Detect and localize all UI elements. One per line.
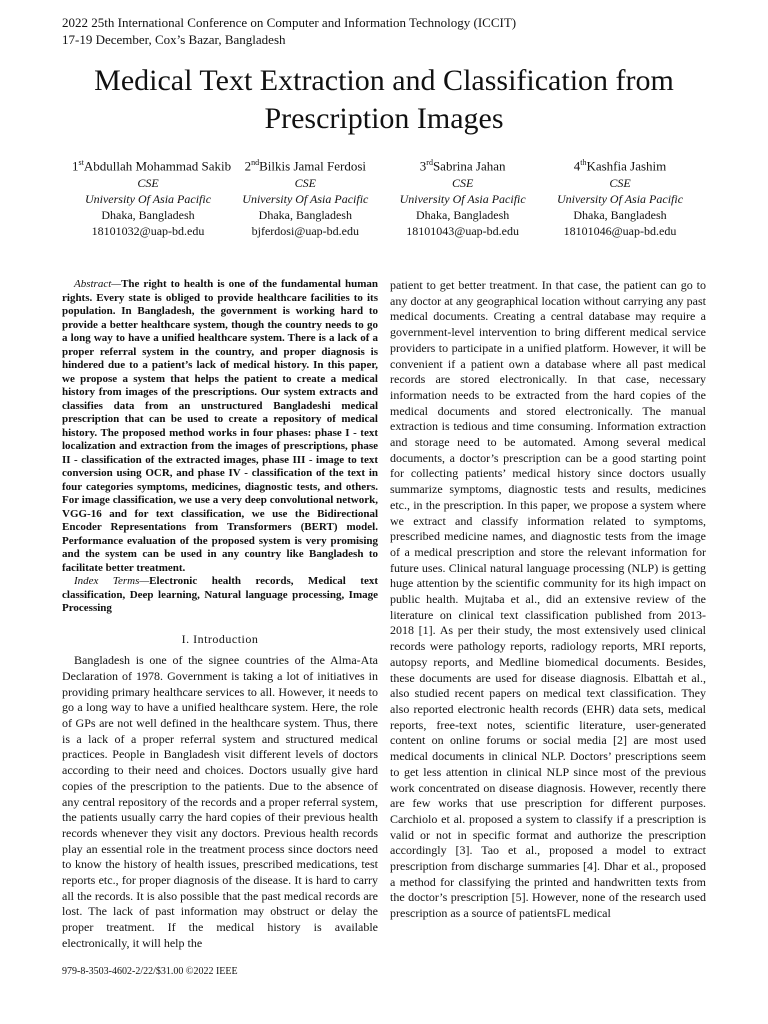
index-terms-label: Index Terms—	[74, 575, 150, 587]
author-dept: CSE	[609, 176, 631, 191]
conference-date-location: 17-19 December, Cox’s Bazar, Bangladesh	[62, 32, 286, 47]
author-city: Dhaka, Bangladesh	[258, 208, 352, 223]
title-line-1: Medical Text Extraction and Classification from	[94, 64, 674, 97]
title-line-2: Prescription Images	[264, 102, 504, 135]
author-email: 18101046@uap-bd.edu	[563, 224, 677, 239]
author-name-text: Kashfia Jashim	[586, 158, 667, 174]
author-email: 18101032@uap-bd.edu	[91, 224, 205, 239]
author-block	[229, 154, 381, 239]
author-ordinal: 1	[72, 158, 79, 174]
abstract-text: The right to health is one of the fundamental human rights. Every state is obliged to provide healthcare facilities to its population. In Bangladesh, the government is working hard to provide a better healthcare system, though the country needs to go a long way to have a unified healthcare system. There is a lack of a proper referral system in the country, and proper diagnosis is hindered due to a patient’s lack of medical history. In this paper, we propose a system that helps the patient to create a medical history from images of the prescriptions. Our system extracts and classifies data from an unstructured Bangladeshi medical prescription that can be used to create a repository of medical history. The proposed method works in four phases: phase I - text localization and extraction from the images of prescriptions, phase II - classification of the extracted images, phase III - image to text conversion using OCR, and phase IV - classification of the text in four categories symptoms, medicines, diagnostic tests, and others. For image classification, we use a very deep convolutional network, VGG-16 and for text classification, we use the Bidirectional Encoder Representations from Transformers (BERT) model. Performance evaluation of the proposed system is very promising and the system can be used in any country like Bangladesh to facilitate better treatment.	[62, 278, 378, 574]
author-city: Dhaka, Bangladesh	[416, 208, 510, 223]
author-list	[72, 154, 696, 239]
author-block	[387, 154, 539, 239]
author-dept: CSE	[137, 176, 159, 191]
conference-header	[62, 14, 516, 48]
body-paragraph: patient to get better treatment. In that case, the patient can go to any doctor at any geographical location without carrying any past medical documents. Creating a central database may require a government-level intervention to bring different medical service providers to participate in a unified platform. However, it will be convenient if a patient own a database where all past medical records are stored electronically. In that case, necessary information needs to be extracted from the hard copies of the medical documents and stored electronically. The manual extraction is tedious and time consuming. Information extraction and storage need to be automated. Among several medical documents, a doctor’s prescription can be a good starting point for collecting patients’ medical history since doctors usually summarize symptoms, diagnostic tests and results, medicines etc., in the prescription. In this paper, we propose a system where we extract and classify information related to symptoms, prescribed medicine names, and diagnostic tests from the image of a medical prescription and store the relevant information for future uses. Clinical natural language processing (NLP) is getting huge attention by the scientific community for its high impact on public health. Mujtaba et al., did an extensive review of the literature on clinical text classification published from 2013- 2018 [1]. As per their study, the most extensively used clinical records were pathology reports, radiology reports, MRI reports, autopsy reports, and Medline biomedical documents. Besides, these documents are used for disease diagnosis. Elbattah et al., also studied recent papers on medical text classification. They also reported electronic health records (EHR) data sets, medical reports, free-text notes, scientific literature, user-generated content on online forums or social media [2] are most used medical documents in clinical NLP. Doctors’ prescriptions seem to get less attention in clinical NLP since most of the previous work concentrated on disease diagnosis. However, recently there are few works that use prescription for different purposes. Carchiolo et al. proposed a system to classify if a prescription is valid or not in specific format and authorize the prescription accordingly [3]. Tao et al., proposed a model to extract prescription from discharge summaries [4]. Dhar et al., proposed a method for classifying the printed and handwritten texts from the doctor’s prescription [5]. However, none of the research used prescription as a source of patientsFL medical	[390, 278, 706, 921]
abstract	[62, 278, 378, 575]
author-ordinal: 2	[244, 158, 252, 174]
author-city: Dhaka, Bangladesh	[101, 208, 195, 223]
author-university: University Of Asia Pacific	[399, 192, 526, 207]
author-ordinal-suffix: nd	[251, 158, 260, 167]
author-ordinal: 4	[573, 158, 581, 174]
author-email: bjferdosi@uap-bd.edu	[251, 224, 359, 239]
author-block	[72, 154, 232, 239]
section-heading: I. Introduction	[181, 631, 259, 646]
author-name-text: Bilkis Jamal Ferdosi	[259, 158, 367, 174]
author-ordinal-suffix: th	[580, 158, 587, 167]
copyright-footer: 979-8-3503-4602-2/22/$31.00 ©2022 IEEE	[62, 966, 238, 977]
author-name-text: Abdullah Mohammad Sakib	[83, 158, 232, 174]
author-university: University Of Asia Pacific	[84, 192, 212, 207]
author-name	[387, 154, 539, 175]
author-block	[544, 154, 696, 239]
abstract-label: Abstract—	[74, 278, 122, 290]
author-university: University Of Asia Pacific	[242, 192, 369, 207]
author-name	[72, 154, 232, 175]
author-name	[229, 154, 381, 175]
author-ordinal-suffix: rd	[426, 158, 433, 167]
index-terms	[62, 575, 378, 616]
author-ordinal-suffix: st	[78, 158, 84, 167]
author-city: Dhaka, Bangladesh	[573, 208, 667, 223]
author-dept: CSE	[451, 176, 474, 191]
index-terms-text: Electronic health records, Medical text classification, Deep learning, Natural language processing, Image Processing	[62, 575, 378, 614]
author-name	[544, 154, 696, 175]
right-column	[390, 278, 706, 922]
left-column	[62, 278, 378, 952]
intro-paragraph: Bangladesh is one of the signee countries of the Alma-Ata Declaration of 1978. Government is taking a lot of initiatives in providing primary healthcare services to all. However, it needs to go a long way to have a unified healthcare system. Here, the role of GPs are not well defined in the healthcare system. Thus, there is a lack of a proper referral system and structured medical practices. People in Bangladesh visit different levels of doctors according to their need and choices. Doctors usually give hard copies of the prescription to the patients. Due to the absence of any central repository of the records and a proper referral system, the patients usually carry the hard copies of their previous health records whenever they visit any doctors. Previous health records play an essential role in the treatment process since doctors need to know the history of health issues, prescribed medications, test reports etc., for proper diagnosis of the disease. It is hard to carry all the records. It is also possible that the past medical records are lost. The lack of past information may obstruct or delay the proper treatment. If the medical history is available electronically, it will help the	[62, 653, 378, 950]
paper-title	[40, 62, 728, 138]
author-ordinal: 3	[419, 158, 427, 174]
author-university: University Of Asia Pacific	[556, 192, 684, 207]
author-dept: CSE	[294, 176, 316, 191]
author-email: 18101043@uap-bd.edu	[406, 224, 519, 239]
conference-name: 2022 25th International Conference on Computer and Information Technology (ICCIT)	[62, 15, 517, 30]
author-name-text: Sabrina Jahan	[432, 158, 506, 174]
